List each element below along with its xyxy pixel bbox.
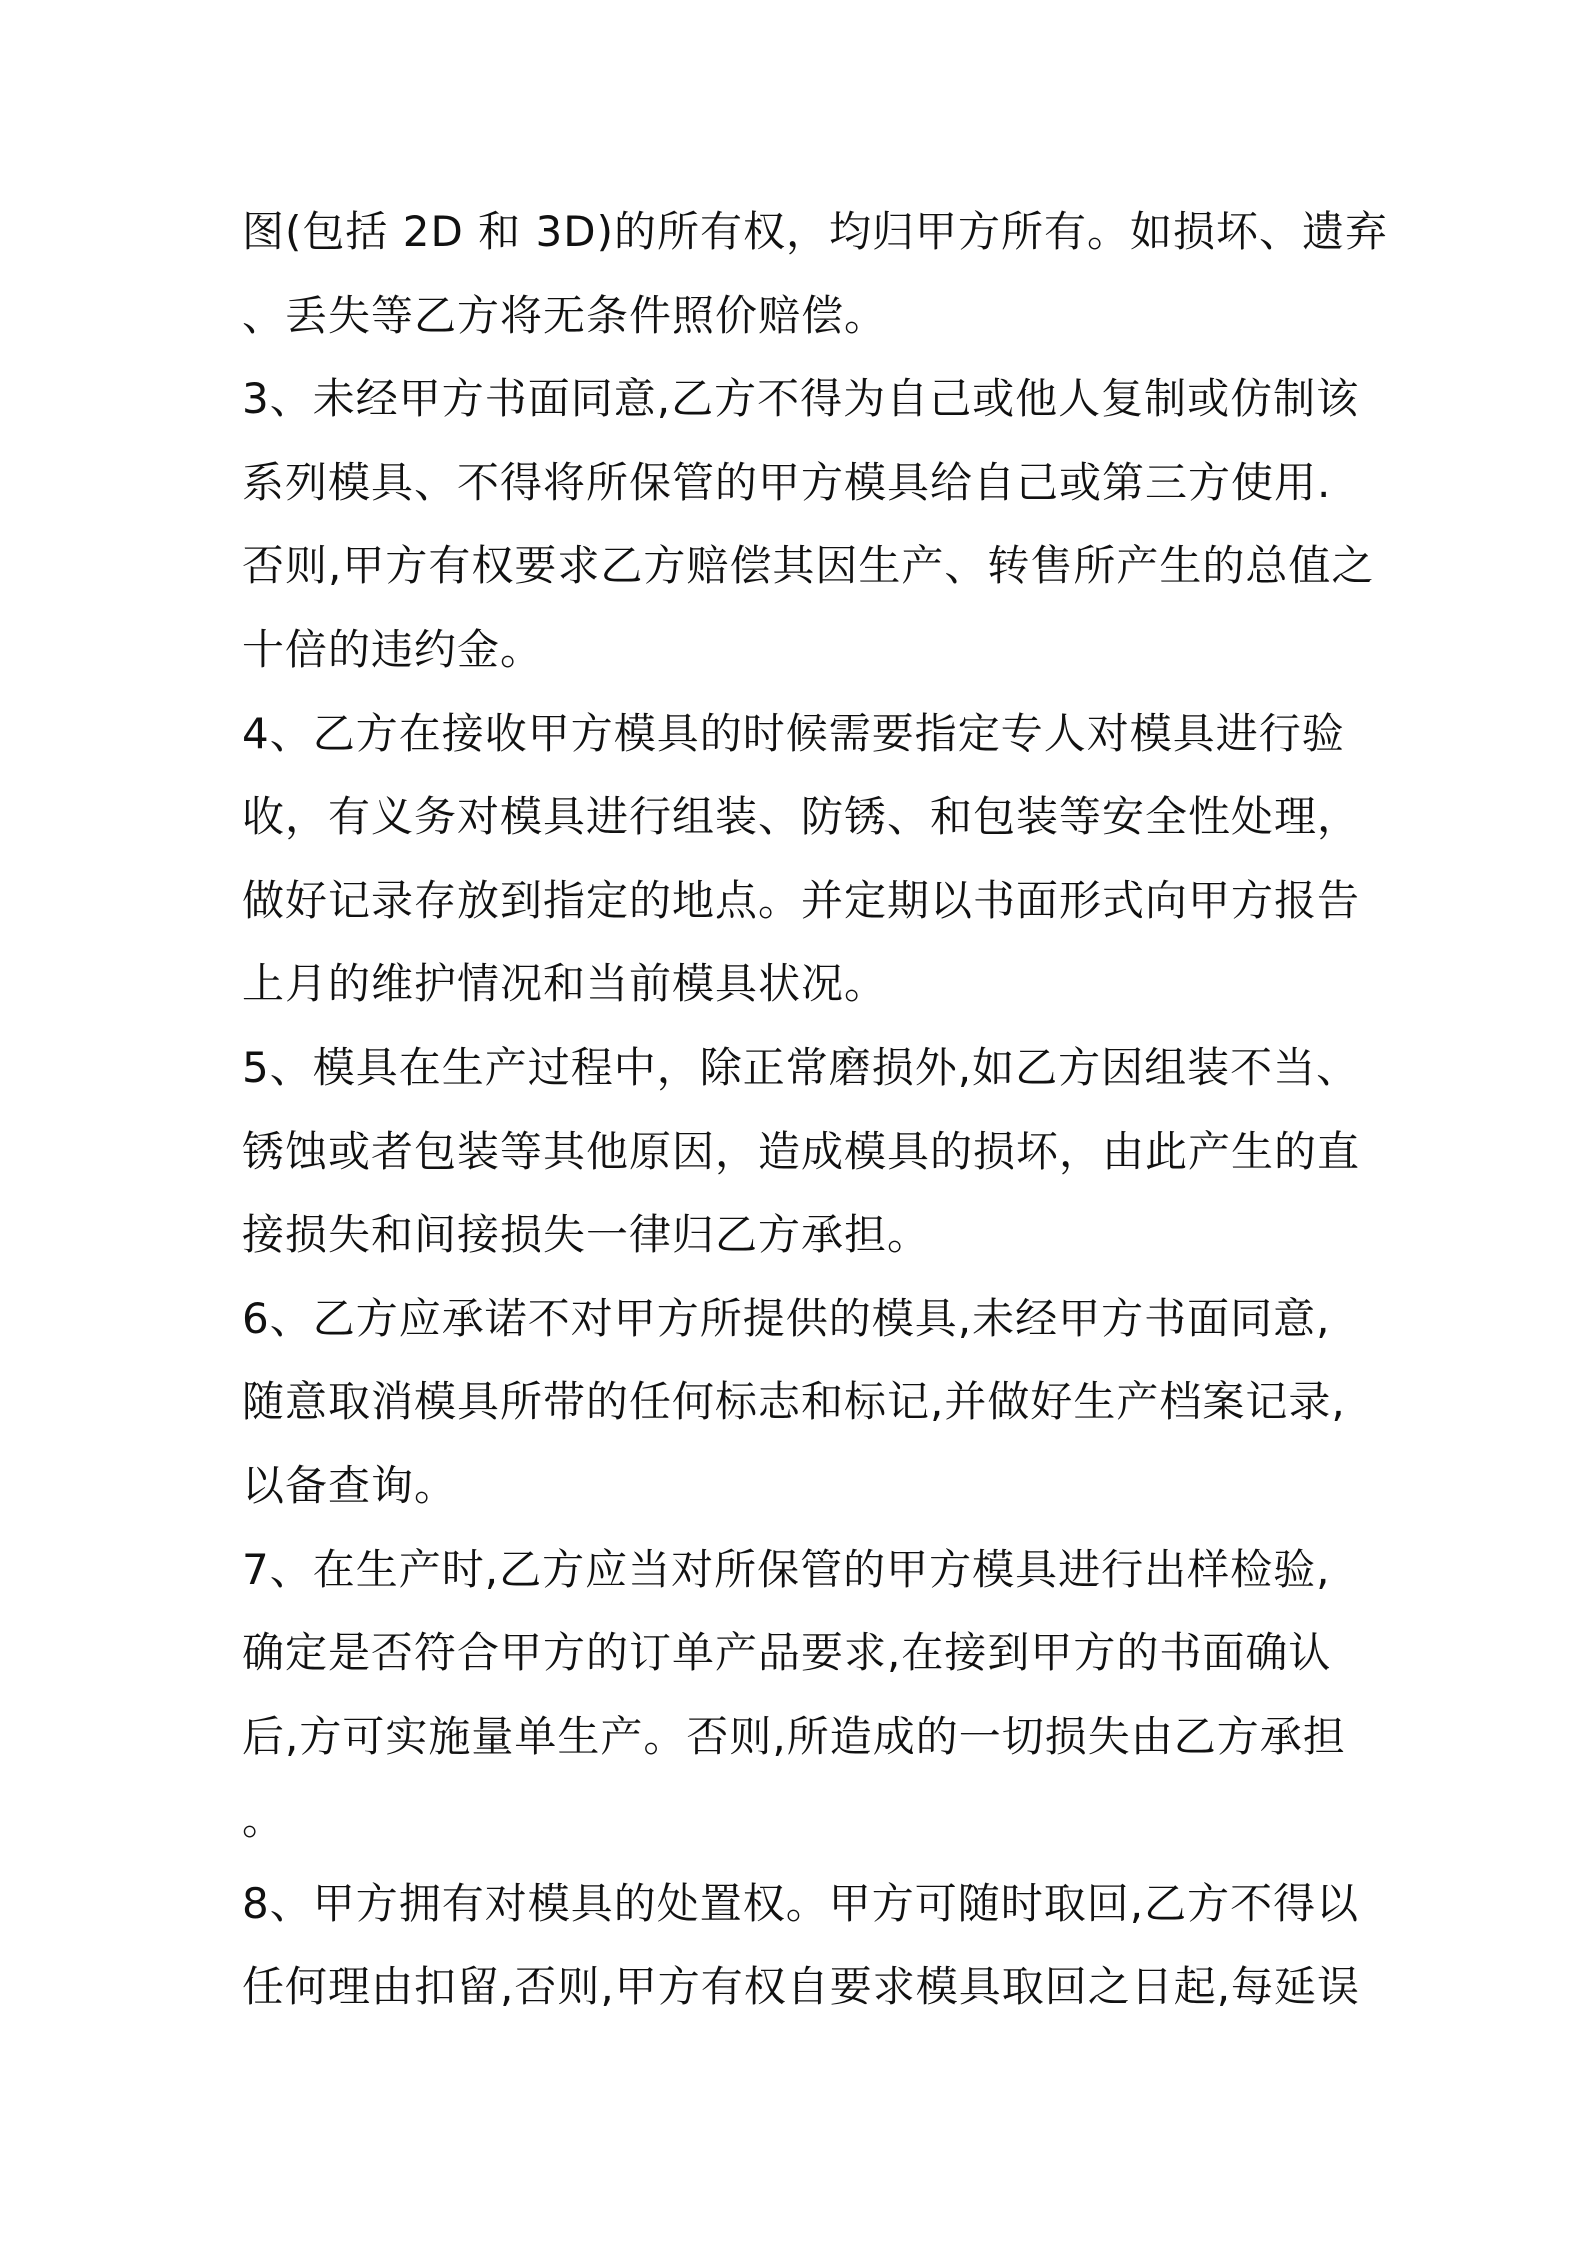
text-line: 后,方可实施量单生产。否则,所造成的一切损失由乙方承担 — [242, 1711, 1346, 1761]
text-line: 图(包括 2D 和 3D)的所有权，均归甲方所有。如损坏、遗弃 — [242, 207, 1388, 256]
clause-3-line: 3、未经甲方书面同意,乙方不得为自己或他人复制或仿制该 — [242, 374, 1360, 424]
text-line: 否则,甲方有权要求乙方赔偿其因生产、转售所产生的总值之 — [242, 541, 1375, 591]
text-line: 锈蚀或者包装等其他原因，造成模具的损坏，由此产生的直 — [242, 1126, 1361, 1176]
clause-8-line: 8、甲方拥有对模具的处置权。甲方可随时取回,乙方不得以 — [242, 1878, 1360, 1928]
text-line: 上月的维护情况和当前模具状况。 — [242, 959, 888, 1009]
clause-7-line: 7、在生产时,乙方应当对所保管的甲方模具进行出样检验, — [242, 1544, 1331, 1594]
text-line: 系列模具、不得将所保管的甲方模具给自己或第三方使用. — [242, 457, 1332, 507]
text-line: 以备查询。 — [242, 1460, 458, 1510]
contract-text-body — [242, 190, 1388, 2029]
text-line: 十倍的违约金。 — [242, 624, 544, 674]
text-line: 。 — [242, 1795, 286, 1845]
text-line: 、丢失等乙方将无条件照价赔偿。 — [242, 290, 888, 340]
clause-4-line: 4、乙方在接收甲方模具的时候需要指定专人对模具进行验 — [242, 708, 1345, 758]
text-line: 任何理由扣留,否则,甲方有权自要求模具取回之日起,每延误 — [242, 1962, 1361, 2012]
text-line: 做好记录存放到指定的地点。并定期以书面形式向甲方报告 — [242, 875, 1361, 925]
clause-6-line: 6、乙方应承诺不对甲方所提供的模具,未经甲方书面同意, — [242, 1293, 1331, 1343]
text-line: 接损失和间接损失一律归乙方承担。 — [242, 1210, 931, 1260]
clause-5-line: 5、模具在生产过程中，除正常磨损外,如乙方因组装不当、 — [242, 1042, 1360, 1092]
text-line: 收，有义务对模具进行组装、防锈、和包装等安全性处理， — [242, 792, 1361, 842]
text-line: 确定是否符合甲方的订单产品要求,在接到甲方的书面确认 — [242, 1628, 1332, 1678]
text-line: 随意取消模具所带的任何标志和标记,并做好生产档案记录, — [242, 1377, 1346, 1427]
